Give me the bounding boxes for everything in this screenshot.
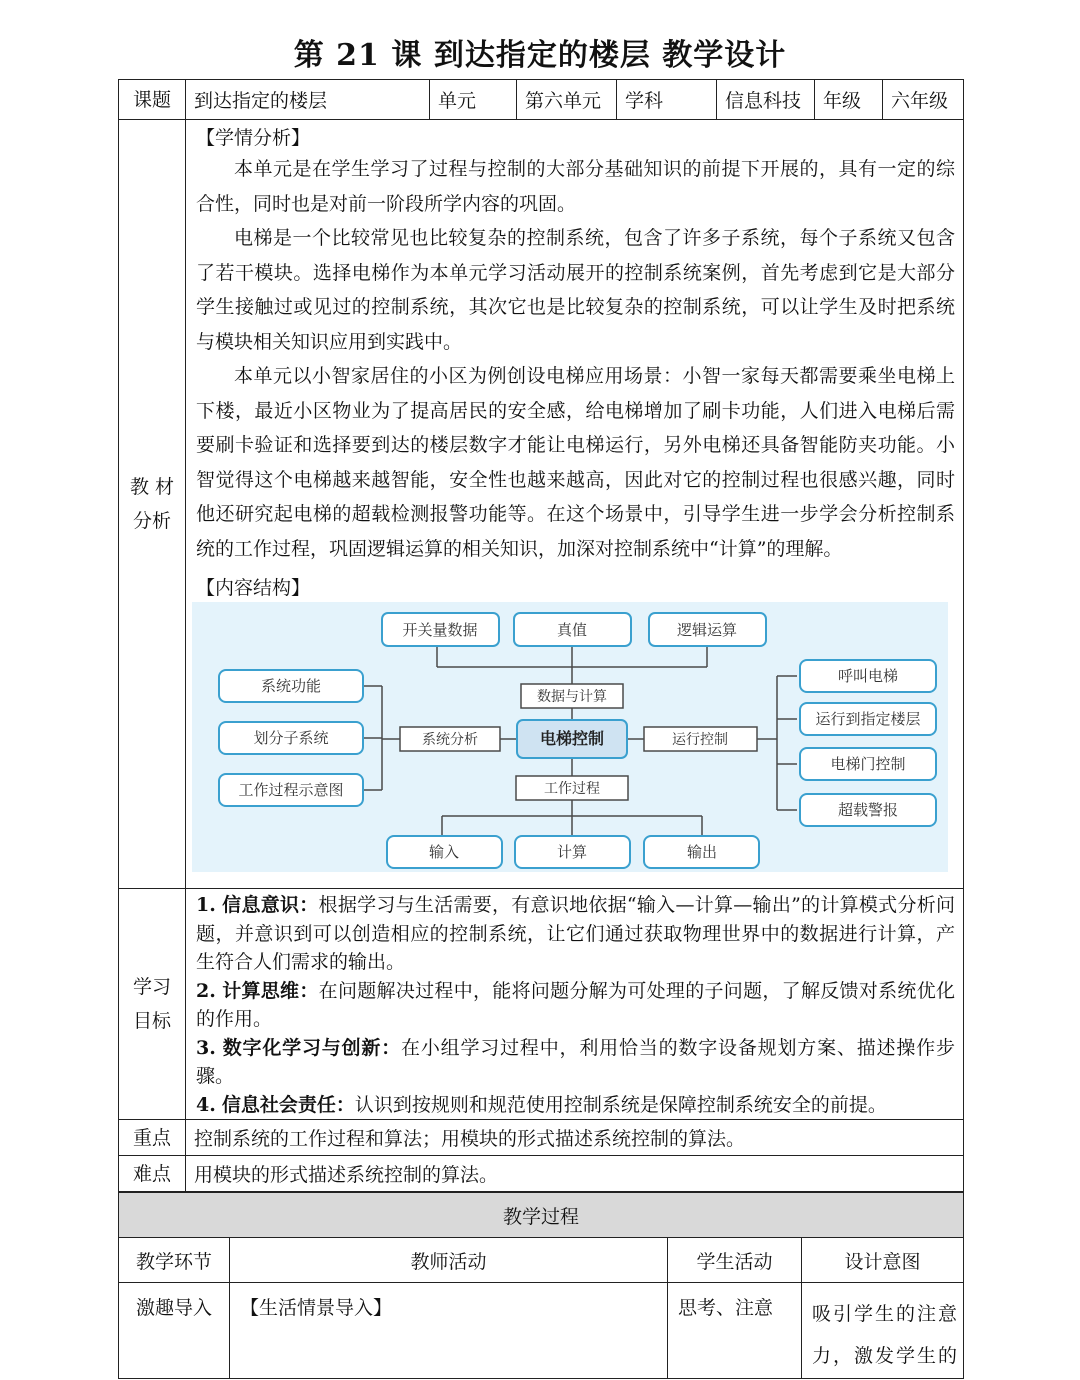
diagram-right-item: 呼叫电梯	[837, 667, 899, 685]
process-student: 思考、注意	[668, 1283, 802, 1379]
process-row	[119, 1283, 964, 1379]
diagram-top-item: 真值	[556, 621, 588, 639]
analysis-content	[186, 120, 964, 889]
unit-label: 单元	[430, 80, 517, 120]
process-heading: 教学过程	[119, 1193, 964, 1238]
lesson-info-table	[118, 79, 964, 1192]
diagram-bottom-label: 工作过程	[544, 781, 600, 797]
process-teacher: 【生活情景导入】	[230, 1283, 668, 1379]
student-analysis-heading: 【学情分析】	[196, 127, 311, 149]
difficulty-label: 难点	[119, 1156, 186, 1192]
analysis-label	[119, 120, 186, 889]
key-point-label: 重点	[119, 1120, 186, 1156]
difficulty-text: 用模块的形式描述系统控制的算法。	[186, 1156, 964, 1192]
diagram-right-item: 超载警报	[837, 801, 899, 819]
lesson-label: 课题	[119, 80, 186, 120]
analysis-paragraph-3: 本单元以小智家居住的小区为例创设电梯应用场景：小智一家每天都需要乘坐电梯上下楼，最近小区物业为了提高居民的安全感，给电梯增加了刷卡功能，人们进入电梯后需要刷卡验证和选择要到达的楼层数字才能让电梯运行，另外电梯还具备智能防夹功能。小智觉得这个电梯越来越智能，安全性也越来越高，因此对它的控制过程也很感兴趣，同时他还研究起电梯的超载检测报警功能等。在这个场景中，引导学生进一步学会分析控制系统的工作过程，巩固逻辑运算的相关知识，加深对控制系统中“计算”的理解。	[196, 365, 955, 560]
diagram-left-item: 划分子系统	[253, 729, 329, 747]
diagram-bottom-item: 输出	[686, 843, 718, 861]
page-title: 第 21 课 到达指定的楼层 教学设计	[293, 38, 787, 73]
diagram-right-label: 运行控制	[672, 732, 728, 748]
column-header: 设计意图	[802, 1238, 964, 1283]
teaching-process-table	[118, 1192, 964, 1379]
goals-label-line1: 学习	[132, 976, 171, 998]
process-columns-row	[119, 1238, 964, 1283]
key-point-text: 控制系统的工作过程和算法；用模块的形式描述系统控制的算法。	[186, 1120, 964, 1156]
diagram-top-item: 逻辑运算	[676, 621, 738, 639]
process-intent: 吸引学生的注意力，激发学生的	[802, 1283, 964, 1379]
structure-heading: 【内容结构】	[196, 577, 311, 599]
goal-item-2: 2. 计算思维：在问题解决过程中，能将问题分解为可处理的子问题，了解反馈对系统优化的作用。	[196, 979, 955, 1030]
analysis-label-line2: 分析	[132, 510, 171, 532]
diagram-top-label: 数据与计算	[537, 689, 607, 705]
column-header: 学生活动	[668, 1238, 802, 1283]
goals-label-line2: 目标	[132, 1010, 171, 1032]
diagram-bottom-item: 输入	[428, 843, 460, 861]
key-point-row	[119, 1120, 964, 1156]
goals-content	[186, 889, 964, 1120]
subject-label: 学科	[617, 80, 717, 120]
column-header: 教学环节	[119, 1238, 230, 1283]
subject-value: 信息科技	[717, 80, 815, 120]
diagram-left-label: 系统分析	[422, 732, 478, 748]
grade-label: 年级	[815, 80, 883, 120]
unit-value: 第六单元	[517, 80, 617, 120]
goals-row	[119, 889, 964, 1120]
column-header: 教师活动	[230, 1238, 668, 1283]
analysis-label-line1: 教 材	[129, 476, 175, 498]
goal-item-1: 1. 信息意识：根据学习与生活需要，有意识地依据“输入—计算—输出”的计算模式分析问题，并意识到可以创造相应的控制系统，让它们通过获取物理世界中的数据进行计算，产生符合人们需求的输出。	[196, 894, 955, 973]
diagram-center: 电梯控制	[539, 729, 605, 748]
content-structure-diagram	[192, 602, 948, 872]
diagram-right-item: 电梯门控制	[830, 755, 906, 773]
header-row	[119, 80, 964, 120]
goal-item-3: 3. 数字化学习与创新：在小组学习过程中，利用恰当的数字设备规划方案、描述操作步骤。	[196, 1036, 955, 1087]
diagram-bottom-item: 计算	[556, 843, 588, 861]
analysis-paragraph-1: 本单元是在学生学习了过程与控制的大部分基础知识的前提下开展的，具有一定的综合性，同时也是对前一阶段所学内容的巩固。	[196, 158, 955, 215]
difficulty-row	[119, 1156, 964, 1192]
goal-item-4: 4. 信息社会责任：认识到按规则和规范使用控制系统是保障控制系统安全的前提。	[196, 1093, 887, 1116]
analysis-row	[119, 120, 964, 889]
goals-label	[119, 889, 186, 1120]
grade-value: 六年级	[883, 80, 964, 120]
diagram-left-item: 工作过程示意图	[238, 781, 344, 799]
diagram-left-item: 系统功能	[260, 677, 322, 695]
lesson-value: 到达指定的楼层	[186, 80, 430, 120]
process-stage: 激趣导入	[119, 1283, 230, 1379]
process-heading-row	[119, 1193, 964, 1238]
analysis-paragraph-2: 电梯是一个比较常见也比较复杂的控制系统，包含了许多子系统，每个子系统又包含了若干模块。选择电梯作为本单元学习活动展开的控制系统案例，首先考虑到它是大部分学生接触过或见过的控制系统，其次它也是比较复杂的控制系统，可以让学生及时把系统与模块相关知识应用到实践中。	[196, 227, 955, 353]
diagram-right-item: 运行到指定楼层	[815, 710, 921, 728]
diagram-top-item: 开关量数据	[402, 621, 478, 639]
